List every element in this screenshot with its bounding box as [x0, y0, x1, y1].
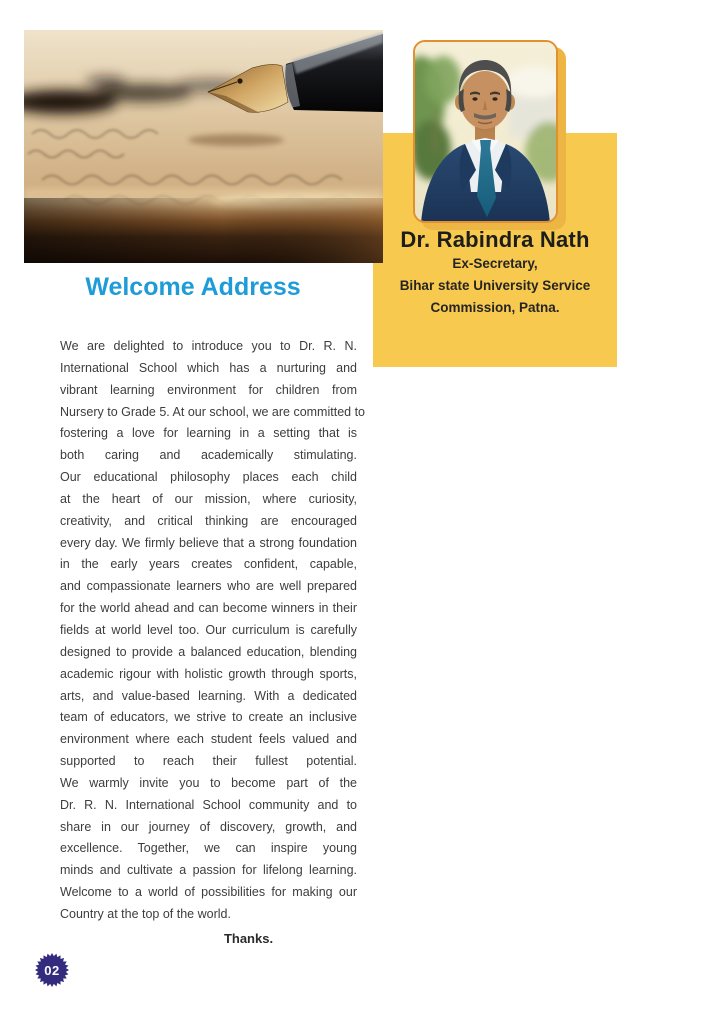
page-title: Welcome Address: [85, 273, 301, 301]
page-number: 02: [44, 962, 60, 978]
profile-title-line-2: Bihar state University Service: [399, 278, 591, 293]
body-line: at the heart of our mission, where curiosity,: [60, 491, 357, 506]
body-line: for the world ahead and can become winners in their: [60, 601, 357, 616]
body-line: fields at world level too. Our curriculum is carefully: [60, 622, 357, 637]
body-line: minds and cultivate a passion for lifelong learning.: [60, 863, 357, 878]
profile-title-line-1: Ex-Secretary,: [452, 256, 538, 271]
portrait-photo-illustration: [413, 40, 558, 223]
profile-title-line-3: Commission, Patna.: [430, 300, 560, 315]
page-number-badge: [35, 953, 69, 987]
body-line: in the early years creates confident, capable,: [60, 557, 357, 572]
closing-thanks: Thanks.: [223, 931, 274, 946]
body-line: Our educational philosophy places each child: [60, 470, 357, 485]
body-line: We warmly invite you to become part of the: [60, 775, 357, 790]
body-line: both caring and academically stimulating.: [60, 448, 357, 463]
body-line: excellence. Together, we can inspire young: [60, 841, 357, 856]
body-line: environment where each student feels valued and: [60, 732, 357, 747]
pen-photo-illustration: [24, 30, 383, 263]
body-line: team of educators, we strive to create an inclusive: [60, 710, 357, 725]
body-line: share in our journey of discovery, growth, and: [60, 819, 357, 834]
body-line: every day. We firmly believe that a strong foundation: [60, 535, 357, 550]
body-line: fostering a love for learning in a setting that is: [60, 426, 357, 441]
body-line: and compassionate learners who are well prepared: [60, 579, 357, 594]
body-line: arts, and value-based learning. With a dedicated: [60, 688, 357, 703]
profile-name: Dr. Rabindra Nath: [400, 227, 590, 252]
body-line: We are delighted to introduce you to Dr. R. N.: [60, 339, 357, 353]
portrait-photo: [413, 40, 558, 223]
body-line: Welcome to a world of possibilities for making our: [60, 885, 357, 900]
body-line: Country at the top of the world.: [60, 906, 231, 921]
body-paragraph: [60, 336, 365, 926]
pen-photo: [24, 30, 383, 263]
body-line: Dr. R. N. International School community and to: [60, 797, 357, 812]
body-line: creativity, and critical thinking are encouraged: [60, 513, 357, 528]
body-line: academic rigour with holistic growth through sports,: [60, 666, 357, 681]
body-line: supported to reach their fullest potential.: [60, 754, 357, 769]
body-line: Nursery to Grade 5. At our school, we are committed to: [60, 404, 365, 419]
body-line: International School which has a nurturing and: [60, 360, 357, 375]
body-line: vibrant learning environment for children from: [60, 382, 357, 397]
body-line: designed to provide a balanced education, blending: [60, 644, 357, 659]
